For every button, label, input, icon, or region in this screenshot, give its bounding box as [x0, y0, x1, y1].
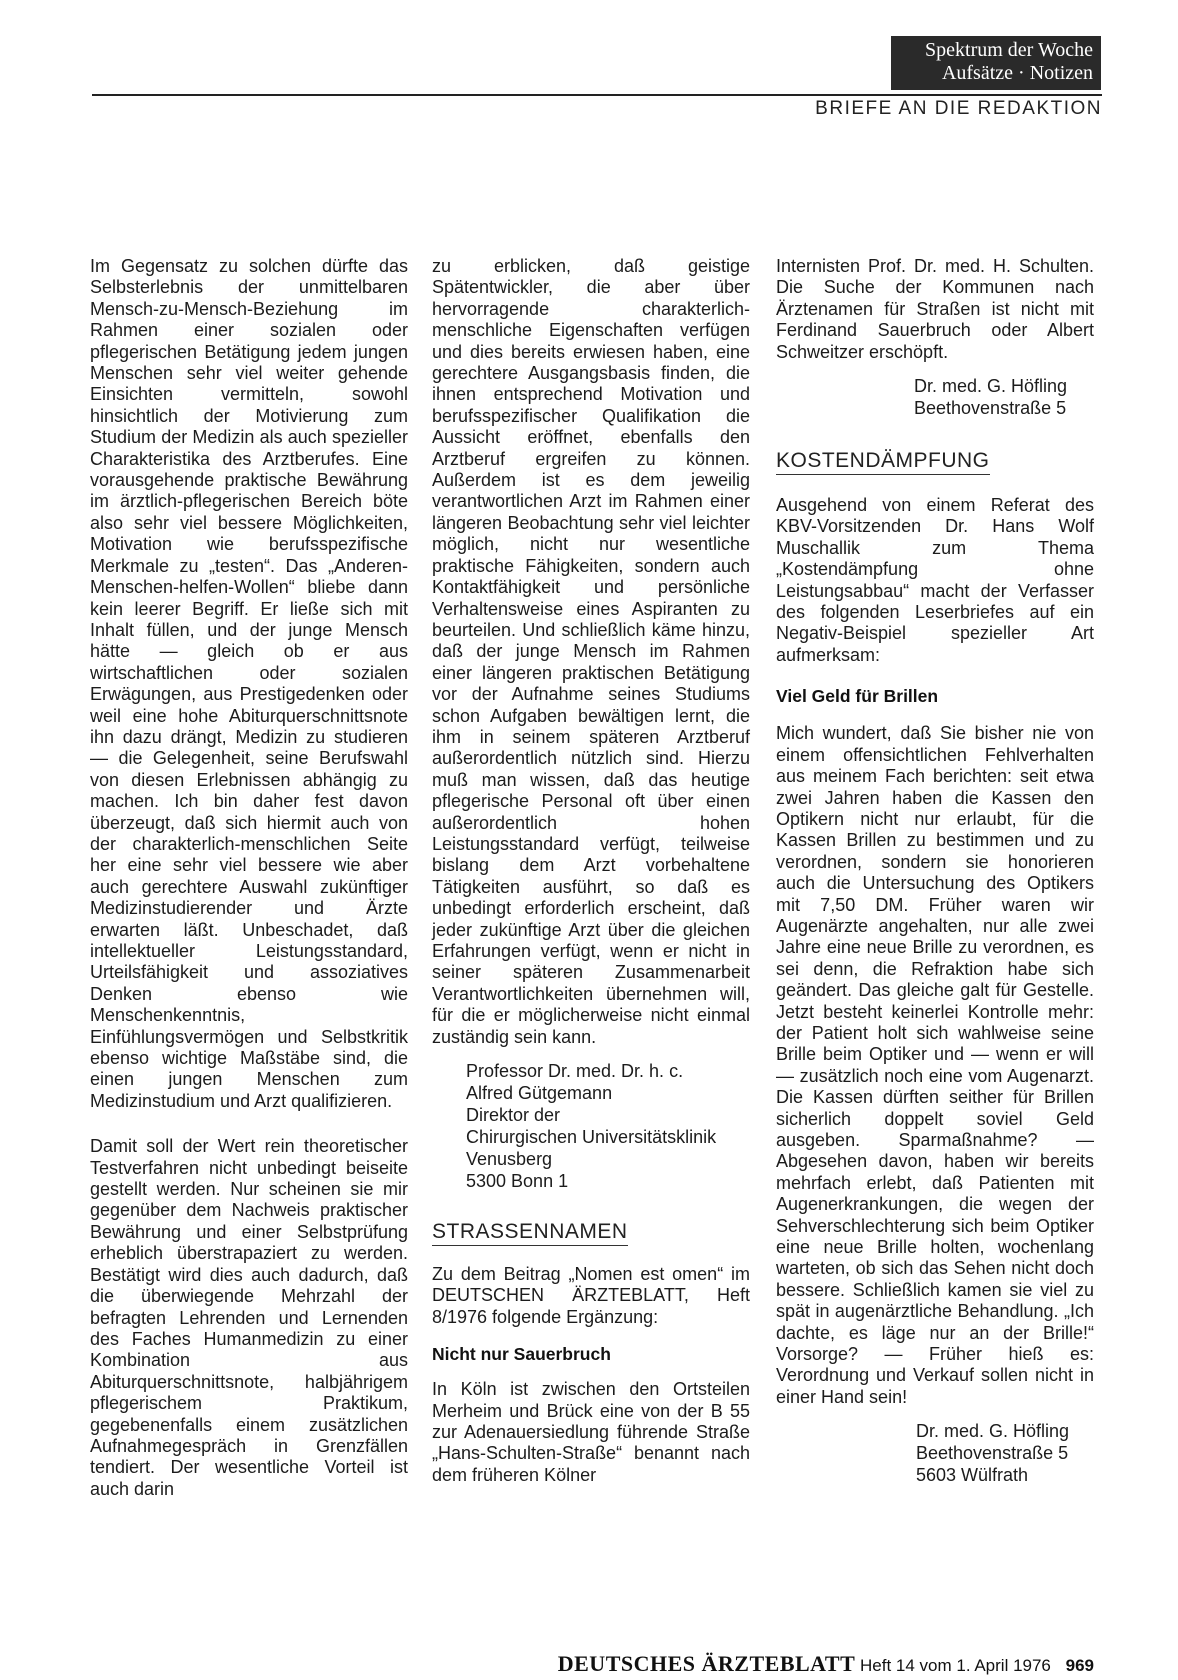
subhead-sauerbruch: Nicht nur Sauerbruch [432, 1344, 611, 1365]
col3-paragraph-1: Internisten Prof. Dr. med. H. Schulten. Die Suche der Kommunen nach Ärztenamen für Straßen ist nicht mit Ferdinand Sauerbruch oder Albert Schweitzer erschöpft. [776, 256, 1094, 362]
section-badge [891, 36, 1101, 90]
subhead-brillen: Viel Geld für Brillen [776, 686, 939, 707]
signature-dahr [914, 375, 1094, 419]
col2-paragraph-1: zu erblicken, daß geistige Spätentwickler, die aber über hervorragende charakterlich-menschliche Eigenschaften verfügen und dies bereits erwiesen haben, eine gerechtere Ausgangsbasis finden, die ihnen entsprechend Motivation und berufsspezifischer Qualifikation die Aussicht eröffnet, ebenfalls den Arztberuf ergreifen zu können. Außerdem ist es dem jeweilig verantwortlichen Arzt im Rahmen einer längeren Beobachtung sehr viel leichter möglich, nicht nur wesentliche praktische Fähigkeiten, sondern auch Kontaktfähigkeit und persönliche Verhaltensweise eines Aspiranten zu beurteilen. Und schließlich käme hinzu, daß der junge Mensch im Rahmen einer längeren praktischen Betätigung vor der Aufnahme seines Studiums schon Aufgaben bewältigen lernt, die ihm in seinem späteren Arztberuf außerordentlich nützlich sind. Hierzu muß man wissen, daß das heutige pflegerische Personal oft über einen außerordentlich hohen Leistungsstandard verfügt, teilweise bislang dem Arzt vorbehaltene Tätigkeiten ausführt, so daß es unbedingt erforderlich erscheint, daß jeder zukünftige Arzt über die gleichen Erfahrungen verfügt, wenn er nicht in seiner späteren Zusammenarbeit Verantwortlichkeiten übernehmen will, für die er möglicherweise nicht einmal zuständig sein kann. [432, 256, 750, 1047]
signature-line: Direktor der [466, 1105, 561, 1126]
page-number: 969 [1065, 1656, 1094, 1675]
intro-strassennamen: Zu dem Beitrag „Nomen est omen“ im DEUTSCHEN ÄRZTEBLATT, Heft 8/1976 folgende Ergänzung: [432, 1264, 750, 1327]
signature-line: Alfred Gütgemann [466, 1083, 613, 1104]
signature-line: 5300 Bonn 1 [466, 1171, 569, 1192]
signature-line: Venusberg [466, 1149, 553, 1170]
column-3 [776, 256, 1094, 1486]
column-1 [90, 256, 408, 1500]
signature-guetgemann [466, 1060, 750, 1192]
issue-info: Heft 14 vom 1. April 1976 [860, 1656, 1051, 1675]
badge-line-1: Spektrum der Woche [925, 39, 1093, 61]
signature-line: Beethovenstraße 5 [914, 398, 1067, 419]
signature-line: Beethovenstraße 5 [916, 1443, 1069, 1464]
header-rule [92, 94, 1102, 96]
badge-line-2: Aufsätze · Notizen [941, 62, 1093, 84]
col3-paragraph-2: Mich wundert, daß Sie bisher nie von einem offensichtlichen Fehlverhalten aus meinem Fach berichten: seit etwa zwei Jahren haben die Kassen den Optikern nicht nur erlaubt, für die Kassen Brillen zu bestimmen und zu verordnen, sondern sie honorieren auch die Untersuchung des Optikers mit 7,50 DM. Früher waren wir Augenärzte angehalten, nur alle zwei Jahre eine neue Brille zu verordnen, es sei denn, die Refraktion habe sich geändert. Das gleiche galt für Gestelle. Jetzt besteht keinerlei Kontrolle mehr: der Patient holt sich wahlweise seine Brille beim Optiker und — wenn er will — zusätzlich noch eine vom Augenarzt. Die Kassen dürften seither für Brillen sicherlich doppelt soviel Geld ausgeben. Sparmaßnahme? — Abgesehen davon, haben wir bereits mehrfach erlebt, daß Patienten mit Augenerkrankungen, die wegen der Sehverschlechterung sich beim Optiker eine neue Brille holten, wochenlang warteten, ob sich das Sehen nicht doch bessere. Schließlich kamen sie viel zu spät in augenärztliche Behandlung. „Ich dachte, es läge nur an der Brille!“ Vorsorge? — Früher hieß es: Verordnung und Verkauf sollen nicht in einer Hand sein! [776, 723, 1094, 1407]
signature-line: Dr. med. G. Höfling [914, 376, 1068, 397]
column-2 [432, 256, 750, 1486]
intro-kostendaempfung: Ausgehend von einem Referat des KBV-Vorsitzenden Dr. Hans Wolf Muschallik zum Thema „Kostendämpfung ohne Leistungsabbau“ macht der Verfasser des folgenden Leserbriefes auf ein Negativ-Beispiel spezieller Art aufmerksam: [776, 495, 1094, 665]
kicker-kostendaempfung: KOSTENDÄMPFUNG [776, 449, 990, 475]
col2-paragraph-2: In Köln ist zwischen den Ortsteilen Merheim und Brück eine von der B 55 zur Adenauersiedlung führende Straße „Hans-Schulten-Straße“ benannt nach dem früheren Kölner [432, 1379, 750, 1485]
publication-name: DEUTSCHES ÄRZTEBLATT [557, 1651, 856, 1676]
col1-paragraph-2: Damit soll der Wert rein theoretischer Testverfahren nicht unbedingt beiseite gestellt werden. Nur scheinen sie mir gegenüber dem Nachweis praktischer Bewährung und einer Selbstprüfung erheblich überstrapaziert zu werden. Bestätigt wird dies auch dadurch, daß die überwiegende Mehrzahl der befragten Lehrenden und Lernenden des Faches Humanmedizin zu einer Kombination aus Abiturquerschnittsnote, halbjährigem pflegerischem Praktikum, gegebenenfalls einem zusätzlichen Aufnahmegespräch in Grenzfällen tendiert. Der wesentliche Vorteil ist auch darin [90, 1136, 408, 1499]
signature-hoefling [916, 1420, 1094, 1486]
page-footer [558, 1651, 1094, 1677]
section-heading: BRIEFE AN DIE REDAKTION [815, 98, 1102, 119]
signature-line: Dr. med. G. Höfling [916, 1421, 1070, 1442]
signature-line: Chirurgischen Universitätsklinik [466, 1127, 717, 1148]
kicker-strassennamen: STRASSENNAMEN [432, 1220, 628, 1246]
signature-line: Professor Dr. med. Dr. h. c. [466, 1061, 684, 1082]
col1-paragraph-1: Im Gegensatz zu solchen dürfte das Selbsterlebnis der unmittelbaren Mensch-zu-Mensch-Beziehung im Rahmen einer sozialen oder pflegerischen Betätigung jedem jungen Menschen sehr viel weiter gehende Einsichten vermitteln, sowohl hinsichtlich der Motivierung zum Studium der Medizin als auch spezieller Charakteristika des Arztberufes. Eine vorausgehende praktische Bewährung im ärztlich-pflegerischen Bereich böte also sehr viel bessere Möglichkeiten, Motivation wie berufsspezifische Merkmale zu „testen“. Das „Anderen-Menschen-helfen-Wollen“ bliebe dann kein leerer Begriff. Er ließe sich mit Inhalt füllen, und der junge Mensch hätte — gleich ob er aus wirtschaftlichen oder sozialen Erwägungen, aus Prestigedenken oder weil eine hohe Abiturquerschnittsnote ihn dazu drängt, Medizin zu studieren — die Gelegenheit, seine Berufswahl von diesen Erlebnissen abhängig zu machen. Ich bin daher fest davon überzeugt, daß sich hiermit auch von der charakterlich-menschlichen Seite her eine sehr viel bessere wie aber auch gerechtere Auswahl zukünftiger Medizinstudierender und Ärzte erwarten läßt. Unbeschadet, daß intellektueller Leistungsstandard, Urteilsfähigkeit und assoziatives Denken ebenso wie Menschenkenntnis, Einfühlungsvermögen und Selbstkritik ebenso wichtige Maßstäbe sind, die einen jungen Menschen zum Medizinstudium und Arzt qualifizieren. [90, 256, 408, 1111]
signature-line: 5603 Wülfrath [916, 1465, 1029, 1486]
